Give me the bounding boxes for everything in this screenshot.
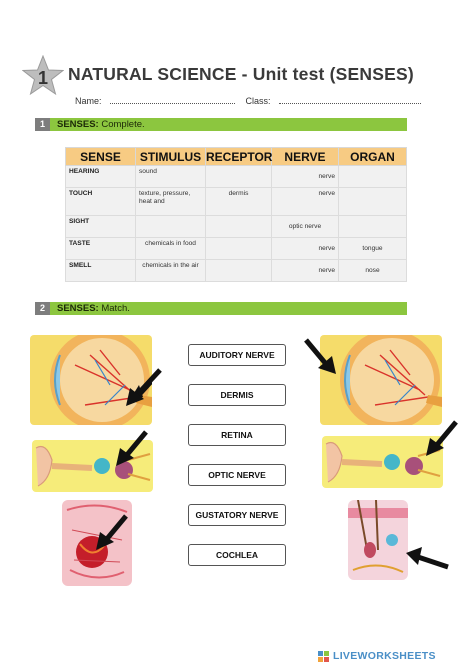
cell-sense: TASTE bbox=[66, 238, 136, 260]
name-class-line bbox=[75, 95, 421, 106]
skin-diagram-right bbox=[348, 500, 408, 580]
arrow-icon bbox=[110, 428, 152, 470]
cell-nerve[interactable]: nerve bbox=[272, 188, 339, 216]
unit-number: 1 bbox=[37, 68, 49, 88]
match-option-cochlea[interactable]: COCHLEA bbox=[188, 544, 286, 566]
cell-stimulus[interactable]: chemicals in the air bbox=[136, 260, 206, 282]
table-header-row bbox=[66, 148, 407, 166]
cell-stimulus[interactable]: texture, pressure, heat and bbox=[136, 188, 206, 216]
cell-organ[interactable] bbox=[339, 166, 407, 188]
star-icon bbox=[22, 55, 64, 97]
cell-sense: TOUCH bbox=[66, 188, 136, 216]
cell-sense: HEARING bbox=[66, 166, 136, 188]
cell-stimulus[interactable]: chemicals in food bbox=[136, 238, 206, 260]
match-option-retina[interactable]: RETINA bbox=[188, 424, 286, 446]
header-sense: SENSE bbox=[66, 148, 136, 166]
arrow-icon bbox=[300, 336, 342, 378]
table-row bbox=[66, 216, 407, 238]
section-2-keyword: SENSES: bbox=[57, 303, 99, 314]
arrow-icon bbox=[90, 512, 132, 554]
cell-receptor[interactable] bbox=[206, 238, 272, 260]
liveworksheets-logo-icon bbox=[318, 651, 330, 663]
cell-receptor[interactable]: dermis bbox=[206, 188, 272, 216]
cell-receptor[interactable] bbox=[206, 260, 272, 282]
section-1-keyword: SENSES: bbox=[57, 119, 99, 130]
table-row bbox=[66, 188, 407, 216]
name-label: Name: bbox=[75, 96, 102, 106]
class-label: Class: bbox=[245, 96, 271, 106]
arrow-icon bbox=[420, 418, 462, 460]
cell-nerve[interactable]: nerve bbox=[272, 260, 339, 282]
header-stimulus: STIMULUS bbox=[136, 148, 206, 166]
table-row bbox=[66, 166, 407, 188]
section-1-number: 1 bbox=[35, 118, 50, 131]
cell-organ[interactable] bbox=[339, 216, 407, 238]
class-field[interactable] bbox=[279, 95, 421, 104]
name-field[interactable] bbox=[110, 95, 235, 104]
table-row bbox=[66, 238, 407, 260]
section-2-instruction: Match. bbox=[101, 303, 130, 314]
cell-nerve[interactable]: optic nerve bbox=[272, 216, 339, 238]
header-nerve: NERVE bbox=[272, 148, 339, 166]
cell-sense: SMELL bbox=[66, 260, 136, 282]
cell-organ[interactable]: nose bbox=[339, 260, 407, 282]
section-1-instruction: Complete. bbox=[101, 119, 145, 130]
cell-sense: SIGHT bbox=[66, 216, 136, 238]
cell-nerve[interactable]: nerve bbox=[272, 238, 339, 260]
header-organ: ORGAN bbox=[339, 148, 407, 166]
cell-receptor[interactable] bbox=[206, 216, 272, 238]
cell-stimulus[interactable] bbox=[136, 216, 206, 238]
section-2-header bbox=[35, 302, 407, 315]
arrow-icon bbox=[404, 545, 450, 575]
cell-stimulus[interactable]: sound bbox=[136, 166, 206, 188]
cell-organ[interactable]: tongue bbox=[339, 238, 407, 260]
cell-nerve[interactable]: nerve bbox=[272, 166, 339, 188]
liveworksheets-logo[interactable]: LIVEWORKSHEETS bbox=[333, 650, 436, 662]
match-option-dermis[interactable]: DERMIS bbox=[188, 384, 286, 406]
match-option-optic-nerve[interactable]: OPTIC NERVE bbox=[188, 464, 286, 486]
section-1-title bbox=[57, 118, 145, 131]
match-option-auditory-nerve[interactable]: AUDITORY NERVE bbox=[188, 344, 286, 366]
arrow-icon bbox=[120, 366, 165, 411]
section-2-title bbox=[57, 302, 130, 315]
section-1-header bbox=[35, 118, 407, 131]
table-row bbox=[66, 260, 407, 282]
cell-organ[interactable] bbox=[339, 188, 407, 216]
header-receptor: RECEPTOR bbox=[206, 149, 273, 164]
page-title: NATURAL SCIENCE - Unit test (SENSES) bbox=[68, 64, 414, 84]
match-option-gustatory-nerve[interactable]: GUSTATORY NERVE bbox=[188, 504, 286, 526]
cell-receptor[interactable] bbox=[206, 166, 272, 188]
section-2-number: 2 bbox=[35, 302, 50, 315]
senses-table bbox=[65, 147, 406, 274]
